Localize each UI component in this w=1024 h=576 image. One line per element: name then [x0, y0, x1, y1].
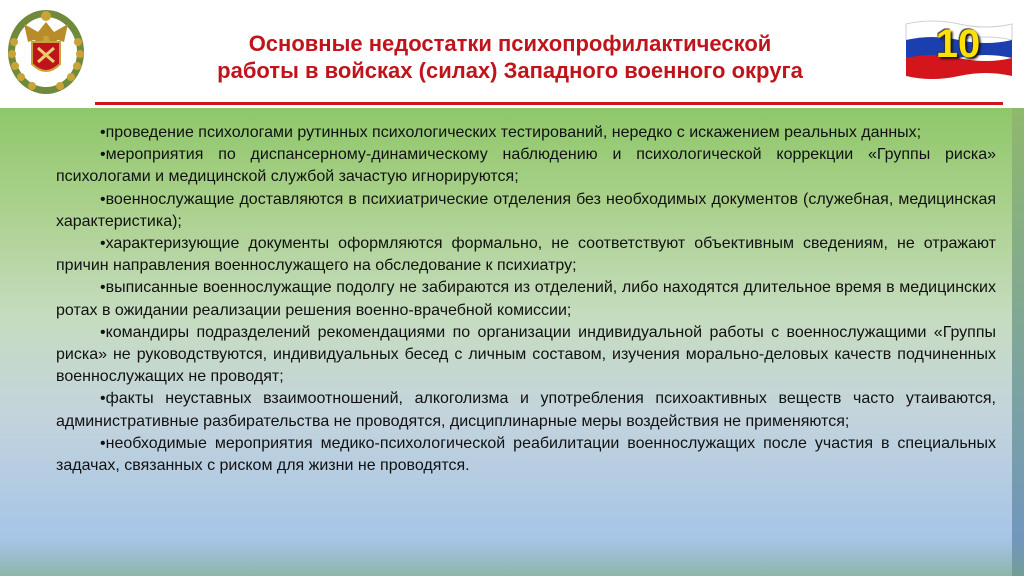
content-list [56, 122, 996, 477]
title-line-1: Основные недостатки психопрофилактической [248, 31, 772, 56]
list-item: •необходимые мероприятия медико-психологической реабилитации военнослужащих после участия в специальных задачах, связанных с риском для жизни не проводятся. [56, 434, 996, 475]
list-item: •военнослужащие доставляются в психиатрические отделения без необходимых документов (служебная, медицинская характеристика); [56, 190, 996, 230]
list-item: •выписанные военнослужащие подолгу не забираются из отделений, либо находятся длительное время в медицинских ротах в ожидании реализации решения военно-врачебной комиссии; [56, 279, 996, 319]
header-divider [95, 102, 1003, 105]
district-emblem-icon [4, 2, 88, 96]
list-item: •командиры подразделений рекомендациями по организации индивидуальной работы с военнослужащими «Группы риска» не руководствуются, индивидуальных бесед с личным составом, изучения морально-деловых качеств подчиненных военнослужащих не проводят; [56, 323, 996, 386]
list-item: •факты неуставных взаимоотношений, алкоголизма и употребления психоактивных веществ часто утаиваются, административные разбирательства не проводятся, дисциплинарные меры воздействия не применяются; [56, 390, 996, 430]
slide-number: 10 [935, 22, 981, 66]
title-line-2: работы в войсках (силах) Западного военного округа [217, 58, 803, 83]
bottom-band [0, 540, 1024, 576]
right-edge-band [1012, 108, 1024, 576]
slide-title [120, 30, 900, 84]
list-item: •мероприятия по диспансерному-динамическому наблюдению и психологической коррекции «Группы риска» психологами и медицинской службой зачастую игнорируются; [56, 146, 996, 186]
list-item: •проведение психологами рутинных психологических тестирований, нередко с искажением реальных данных; [100, 124, 922, 141]
slide-header [0, 0, 1024, 100]
list-item: •характеризующие документы оформляются формально, не соответствуют объективным сведениям, не отражают причин направления военнослужащего на обследование к психиатру; [56, 235, 996, 275]
